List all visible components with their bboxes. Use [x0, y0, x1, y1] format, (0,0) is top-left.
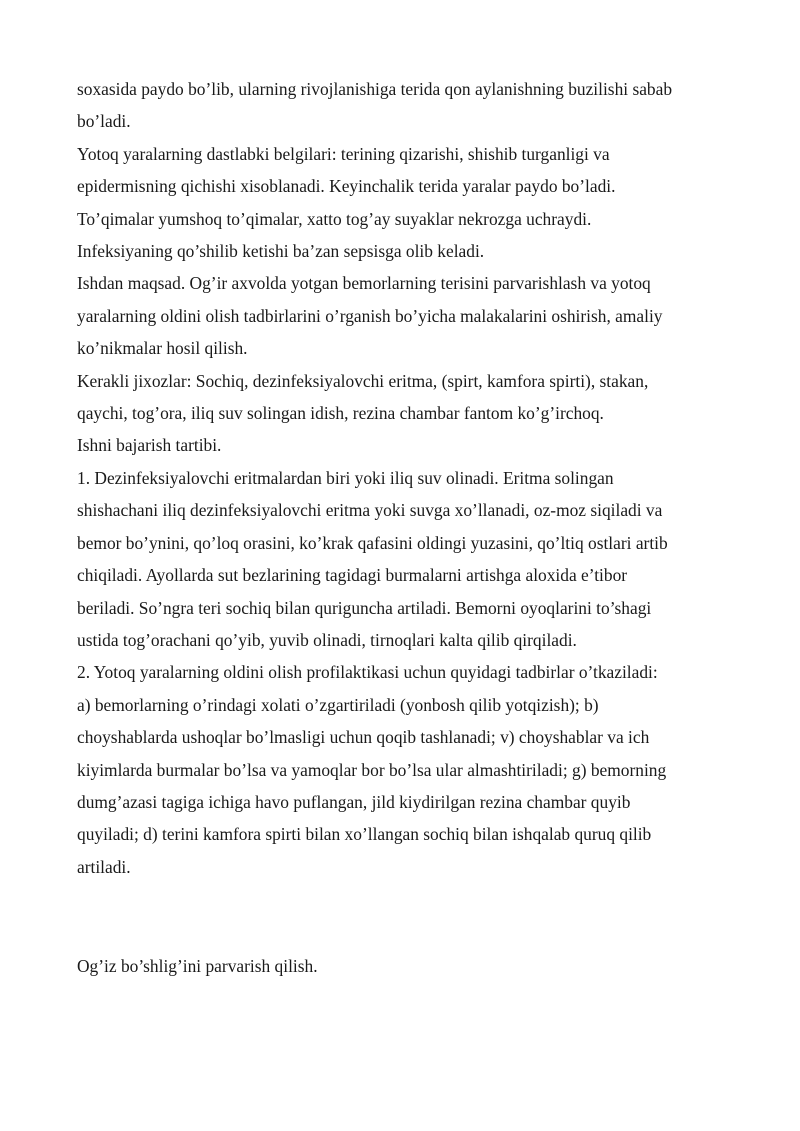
paragraph-infection: Infeksiyaning qo’shilib ketishi ba’zan sepsisga olib keladi. [77, 241, 485, 262]
section-heading: Og’iz bo’shlig’ini parvarish qilish. [77, 956, 318, 976]
body-text [77, 73, 727, 883]
paragraph-step-1: 1. Dezinfeksiyalovchi eritmalardan biri yoki iliq suv olinadi. Eritma solingan shishachani iliq dezinfeksiyalovchi eritma yoki suvga xo’llanadi, oz-moz siqiladi va bemor bo’ynini, qo’loq orasini, ko’krak qafasini oldingi yuzasini, qo’ltiq ostlari artib chiqiladi. Ayollarda sut bezlarining tagidagi burmalarni artishga aloxida e’tibor beriladi. So’ngra teri sochiq bilan qurigunchа artiladi. Bemorni oyoqlarini to’shagi ustida tog’orachani qo’yib, yuvib olinadi, tirnoqlari kalta qilib qirqiladi. [77, 467, 668, 650]
paragraph-intro: soxasida paydo bo’lib, ularning rivojlanishiga terida qon aylanishning buzilishi sabab bo’ladi. [77, 79, 673, 132]
paragraph-objective: Ishdan maqsad. Og’ir axvolda yotgan bemorlarning terisini parvarishlash va yotoq yaralarning oldini olish tadbirlarini o’rganish bo’yicha malakalarini oshirish, amaliy ko’nikmalar hosil qilish. [77, 273, 663, 359]
paragraph-tissue-necrosis: To’qimalar yumshoq to’qimalar, xatto tog’ay suyaklar nekrozga uchraydi. [77, 208, 592, 229]
paragraph-step-2: 2. Yotoq yaralarning oldini olish profilaktikasi uchun quyidagi tadbirlar o’tkaziladi: a) bemorlarning o’rindagi xolati o’zgartiriladi (yonbosh qilib yotqizish); b) choyshablarda ushoqlar bo’lmasligi uchun qoqib tashlanadi; v) choyshablar va ich kiyimlarda burmalar bo’lsa va yamoqlar bor bo’lsa ular almashtiriladi; g) bemorning dumg’azasi tagiga ichiga havo puflangan, jild kiydirilgan rezina chambar quyib quyiladi; d) terini kamfora spirti bilan xo’llangan sochiq bilan ishqalab quruq qilib artiladi. [77, 662, 667, 877]
paragraph-equipment: Kerakli jixozlar: Sochiq, dezinfeksiyalovchi eritma, (spirt, kamfora spirti), stakan, qaychi, tog’ora, iliq suv solingan idish, rezina chambar fantom ko’g’irchoq. [77, 370, 649, 424]
paragraph-procedure-title: Ishni bajarish tartibi. [77, 435, 222, 456]
paragraph-early-signs: Yotoq yaralarning dastlabki belgilari: terining qizarishi, shishib turganligi va epidermisning qichishi xisoblanadi. Keyinchalik terida yaralar paydo bo’ladi. [77, 143, 616, 197]
